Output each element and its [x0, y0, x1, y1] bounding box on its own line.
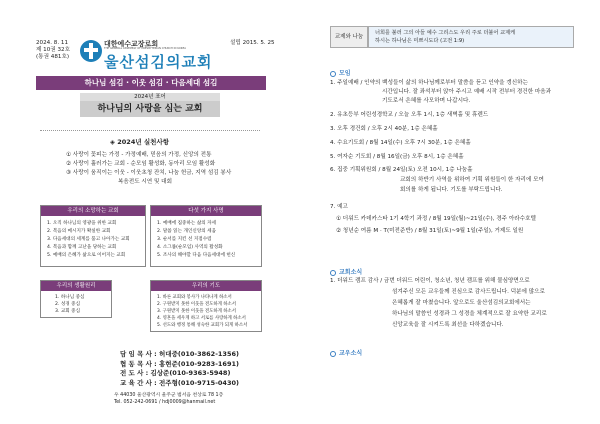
staff-item: 전 도 사 : 김상준(010-9363-5948) — [120, 369, 231, 377]
meeting-item: 기도로서 은혜를 사모하며 나갑시다. — [382, 98, 471, 104]
meeting-item: ② 청년순 여름 M · T(미전준반) / 8월 31일(토)~9월 1일(주일), 거제도 일원 — [336, 228, 524, 234]
share-verse-line: 하시는 하나님은 미쁘시도다 (고전 1:9) — [375, 38, 465, 44]
circle-bullet-icon — [330, 71, 336, 77]
bulletin-volume: 제 10권 32호 — [36, 47, 71, 53]
list-item: 3. 순서를 지킨 선 지점수렴 — [157, 237, 212, 242]
diamond-icon: ◈ — [110, 138, 118, 146]
church-contact: Tel. 052-242-0691 / hdj0009@hanmail.net — [114, 400, 216, 405]
news-item: 1. 더워드 캠프 감사 / 금번 더워드 어린이, 청소년, 청년 캠프를 위해 물심양면으로 — [330, 278, 530, 284]
members-section-title — [330, 348, 362, 357]
share-verse-line: 너희를 불러 그의 아들 예수 그리스도 우리 주로 더불어 교제케 — [375, 30, 516, 36]
news-item: 섬겨주신 모든 교우들께 진심으로 감사드립니다. 덕분에 많으로 — [392, 289, 545, 295]
bulletin-issue: (통권 481호) — [36, 54, 70, 60]
meeting-item: 5. 여자순 기도회 / 8월 16일(금) 오후 8시, 1층 은혜홀 — [330, 154, 464, 160]
bulletin-inner — [300, 0, 600, 424]
meeting-item: 3. 오후 경건회 / 오후 2시 40분, 1층 은혜홀 — [330, 126, 438, 132]
church-name: 울산섬김의교회 — [104, 53, 213, 71]
founded-date: 설립 2015. 5. 25 — [230, 40, 275, 46]
church-address: 우 44030 울산광역시 울주군 범서읍 천상로 78 1층 — [114, 393, 224, 398]
list-item: 4. 소그룹(순모임) 사역의 활성화 — [157, 245, 223, 250]
news-section-title — [330, 267, 362, 276]
staff-item: 협 동 목 사 : 홍현준(010-9283-1691) — [120, 359, 239, 368]
practice-title — [110, 137, 169, 146]
list-item: 5. 조사의 해야할 다음 다음세대에 헌신 — [157, 253, 236, 258]
vision-panel — [40, 205, 146, 267]
year-label: 2024년 표어 — [80, 93, 220, 101]
meeting-item: 6. 집중 기획위원회 / 8월 24일(토) 오전 10시, 1층 나눔홀 — [330, 167, 473, 173]
meeting-item: 회의를 하게 됩니다. 기도를 부탁드립니다. — [400, 187, 503, 193]
news-section-title-text: 교회소식 — [339, 269, 363, 276]
list-item: 5. 선도와 행정 통해 성숙한 교회가 되게 하소서 — [157, 323, 248, 328]
meeting-item: 1. 주일예배 / 인약의 백성들이 삶의 하나님께로부터 말씀을 듣고 인약을 갱신하는 — [330, 80, 528, 86]
list-item: 3. 교회 중심 — [55, 309, 81, 314]
staff-item: 교 육 간 사 : 전주형(010-9715-0430) — [120, 378, 239, 387]
meeting-item: 시간입니다. 잘 좌석부터 앉아 주시고 예배 시작 전부터 경건한 마음과 — [382, 89, 552, 95]
list-item: 4. 복음과 함께 고난을 당하는 교회 — [47, 245, 117, 250]
members-section-title-text: 교우소식 — [339, 350, 363, 357]
denomination: 대한예수교장로회 — [104, 40, 159, 48]
practice-item: ③ 사랑이 움직이는 이웃 - 이웃초청 잔치, 나눔 헌금, 지역 섬김 봉사 — [66, 170, 232, 176]
prayer-panel-title: 우리의 기도 — [151, 281, 261, 291]
motto-bar: 하나님 섬김 · 이웃 섬김 · 다음세대 섬김 — [36, 76, 266, 90]
list-item: 3. 구원받지 못한 이웃을 전도하게 하소서 — [157, 309, 237, 314]
staff-item: 담 임 목 사 : 허대중(010-3862-1356) — [120, 350, 239, 358]
news-item: 은혜롭게 잘 마쳤습니다. 앞으로도 울산섬김의교회에서는 — [392, 300, 531, 306]
meeting-section-title-text: 모임 — [339, 70, 351, 77]
vision-panel-title: 우리의 소망하는 교회 — [41, 206, 145, 216]
share-label: 교제와 나눔 — [330, 26, 368, 48]
life-panel — [40, 280, 112, 318]
news-item: 신앙교육을 잘 시켜드록 최선을 다하겠습니다. — [392, 322, 504, 328]
list-item: 1. 오직 하나님의 영광을 위한 교회 — [47, 221, 117, 226]
share-verse-box — [368, 26, 574, 48]
list-item: 2. 말씀 읽는 개인신앙의 세움 — [157, 229, 217, 234]
meeting-item: 7. 예고 — [330, 204, 348, 210]
practice-item: ② 사랑이 흘러가는 교회 - 순모임 활성화, 동아리 모임 활성화 — [66, 161, 216, 167]
meeting-item: 4. 수요기도회 / 8월 14일(수) 오후 7시 30분, 1층 은혜홀 — [330, 140, 471, 146]
prayer-panel — [150, 280, 262, 332]
list-item: 1. 하나님 중심 — [55, 295, 85, 300]
practice-item: 복음전도 시연 및 대회 — [118, 179, 172, 185]
divider — [40, 130, 260, 131]
slogan: 하나님의 사랑을 심는 교회 — [80, 101, 220, 117]
list-item: 1. 예배에 집중하는 삶의 자세 — [157, 221, 217, 226]
staff-list — [120, 350, 239, 388]
practice-item: ① 사랑이 꽃피는 가정 - 가정예배, 믿음의 가정, 신앙의 전통 — [66, 152, 212, 158]
list-item: 3. 다음세대의 세계를 품고 나아가는 교회 — [47, 237, 130, 242]
practice-title-text: 2024년 실천사항 — [117, 138, 170, 146]
mission-panel-title: 다섯 가지 사명 — [151, 206, 261, 216]
denomination-en: THE GENERAL ASSEMBLY OF PRESBYTERIAN CHURCH IN KOREA — [104, 47, 187, 50]
meeting-section-title — [330, 68, 351, 77]
mission-panel — [150, 205, 262, 267]
life-panel-title: 우리의 생활원리 — [41, 281, 111, 291]
list-item: 2. 성경 중심 — [55, 302, 81, 307]
meeting-item: ① 더워드 카데카스타 1기 4학기 과정 / 8월 19일(월)~21일(수), 경주 아라수호텔 — [336, 216, 536, 222]
circle-bullet-icon — [330, 270, 336, 276]
list-item: 2. 구원받지 못한 이웃을 전도하게 하소서 — [157, 302, 237, 307]
circle-bullet-icon — [330, 351, 336, 357]
list-item: 4. 영혼을 세우게 하고 서로를 사랑하게 하소서 — [157, 316, 246, 321]
bulletin-date: 2024. 8. 11 — [36, 40, 69, 46]
list-item: 2. 복음의 메시지가 확실한 교회 — [47, 229, 111, 234]
list-item: 1. 바른 교회와 봉사가 나타나게 하소서 — [157, 295, 232, 300]
list-item: 5. 예배의 은혜가 삶으로 이어지는 교회 — [47, 253, 126, 258]
meeting-item: 2. 유초등부 어린성경학교 / 오늘 오후 1시, 1층 새벽홀 및 휴렌드 — [330, 112, 489, 118]
church-logo-icon — [80, 40, 102, 62]
meeting-item: 교회의 하반기 사역을 위하여 기획 위원들이 한 자리에 모여 — [400, 177, 544, 183]
news-item: 하나님의 말씀인 성경과 그 성경을 체계적으로 잘 요약한 교리로 — [392, 311, 547, 317]
